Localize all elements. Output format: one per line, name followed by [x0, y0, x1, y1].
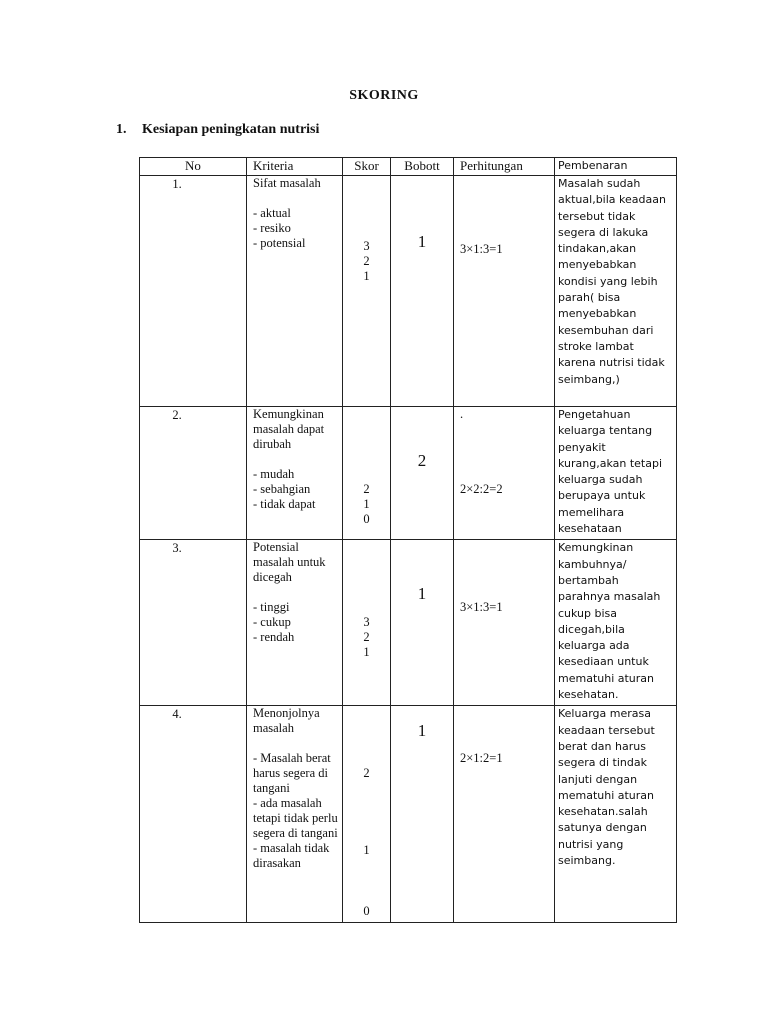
header-pembenaran: Pembenaran [555, 158, 677, 176]
score-value: 0 [363, 904, 370, 919]
score-value: 1 [363, 645, 370, 660]
header-no: No [140, 158, 247, 176]
criteria-cell [247, 176, 343, 407]
criteria-option: - Masalah berat harus segera di tangani [253, 751, 331, 796]
header-skor: Skor [343, 158, 391, 176]
criteria-title: Menonjolnya masalah [253, 706, 320, 736]
scoring-table [139, 157, 677, 923]
criteria-option: - aktual [253, 206, 291, 220]
calculation-cell [454, 540, 555, 706]
calculation-value: 2×2:2=2 [460, 482, 503, 496]
calculation-value: 3×1:3=1 [460, 242, 503, 256]
justification-cell: Masalah sudah aktual,bila keadaan tersebut tidak segera di lakuka tindakan,akan menyebabkan kondisi yang lebih parah( bisa menyebabkan kesembuhan dari stroke lambat karena nutrisi tidak seimbang,) [555, 176, 677, 407]
section-number: 1. [116, 122, 127, 137]
criteria-option: - mudah [253, 467, 295, 481]
criteria-option: - tinggi [253, 600, 290, 615]
calculation-cell [454, 407, 555, 540]
row-number: 2. [140, 407, 247, 540]
row-number: 1. [140, 176, 247, 407]
justification-cell: Pengetahuan keluarga tentang penyakit kurang,akan tetapi keluarga sudah berupaya untuk memelihara kesehataan [555, 407, 677, 540]
score-value: 1 [363, 843, 370, 858]
row-number: 3. [140, 540, 247, 706]
score-value: 3 [363, 239, 370, 253]
criteria-option: - masalah tidak dirasakan [253, 841, 330, 871]
header-bobot: Bobott [391, 158, 454, 176]
score-cell [343, 407, 391, 540]
calculation-cell [454, 176, 555, 407]
row-number: 4. [140, 706, 247, 923]
weight-cell [391, 176, 454, 407]
table-row [140, 407, 677, 540]
score-value: 0 [363, 512, 370, 526]
table-row [140, 176, 677, 407]
weight-value: 1 [417, 232, 427, 251]
section-title: Kesiapan peningkatan nutrisi [142, 122, 320, 137]
criteria-cell [247, 706, 343, 923]
criteria-option: - potensial [253, 236, 306, 250]
calculation-cell [454, 706, 555, 923]
section-heading [116, 122, 319, 138]
criteria-option: - tidak dapat [253, 497, 316, 511]
criteria-option: - sebahgian [253, 482, 311, 496]
justification-cell: Keluarga merasa keadaan tersebut berat dan harus segera di tindak lanjuti dengan mematuhi aturan kesehatan.salah satunya dengan nutrisi yang seimbang. [555, 706, 677, 923]
table-row [140, 540, 677, 706]
criteria-title: Potensial masalah untuk dicegah [253, 540, 326, 585]
criteria-title: Kemungkinan masalah dapat dirubah [253, 407, 325, 451]
criteria-cell [247, 540, 343, 706]
weight-value: 1 [417, 584, 427, 604]
score-cell [343, 540, 391, 706]
score-value: 2 [363, 254, 370, 268]
header-kriteria: Kriteria [247, 158, 343, 176]
table-header-row [140, 158, 677, 176]
criteria-option: - rendah [253, 630, 295, 645]
weight-value: 2 [417, 451, 427, 470]
score-cell [343, 176, 391, 407]
criteria-option: - resiko [253, 221, 291, 235]
justification-cell: Kemungkinan kambuhnya/ bertambah parahnya masalah cukup bisa dicegah,bila keluarga ada kesediaan untuk mematuhi aturan kesehatan. [555, 540, 677, 706]
criteria-option: - ada masalah tetapi tidak perlu segera di tangani [253, 796, 338, 841]
score-value: 1 [363, 269, 370, 283]
score-value: 1 [363, 497, 370, 511]
score-value: 2 [363, 630, 370, 645]
score-value: 3 [363, 615, 370, 630]
score-value: 2 [363, 482, 370, 496]
weight-cell [391, 706, 454, 923]
weight-cell [391, 407, 454, 540]
weight-value: 1 [417, 721, 427, 741]
calculation-value: 3×1:3=1 [460, 600, 503, 615]
table-row [140, 706, 677, 923]
calculation-mark: . [460, 407, 464, 421]
header-perhitungan: Perhitungan [454, 158, 555, 176]
calculation-value: 2×1:2=1 [460, 751, 503, 766]
document-title: SKORING [349, 88, 419, 103]
criteria-option: - cukup [253, 615, 291, 630]
score-value: 2 [363, 766, 370, 781]
criteria-title: Sifat masalah [253, 176, 321, 190]
weight-cell [391, 540, 454, 706]
criteria-cell [247, 407, 343, 540]
score-cell [343, 706, 391, 923]
